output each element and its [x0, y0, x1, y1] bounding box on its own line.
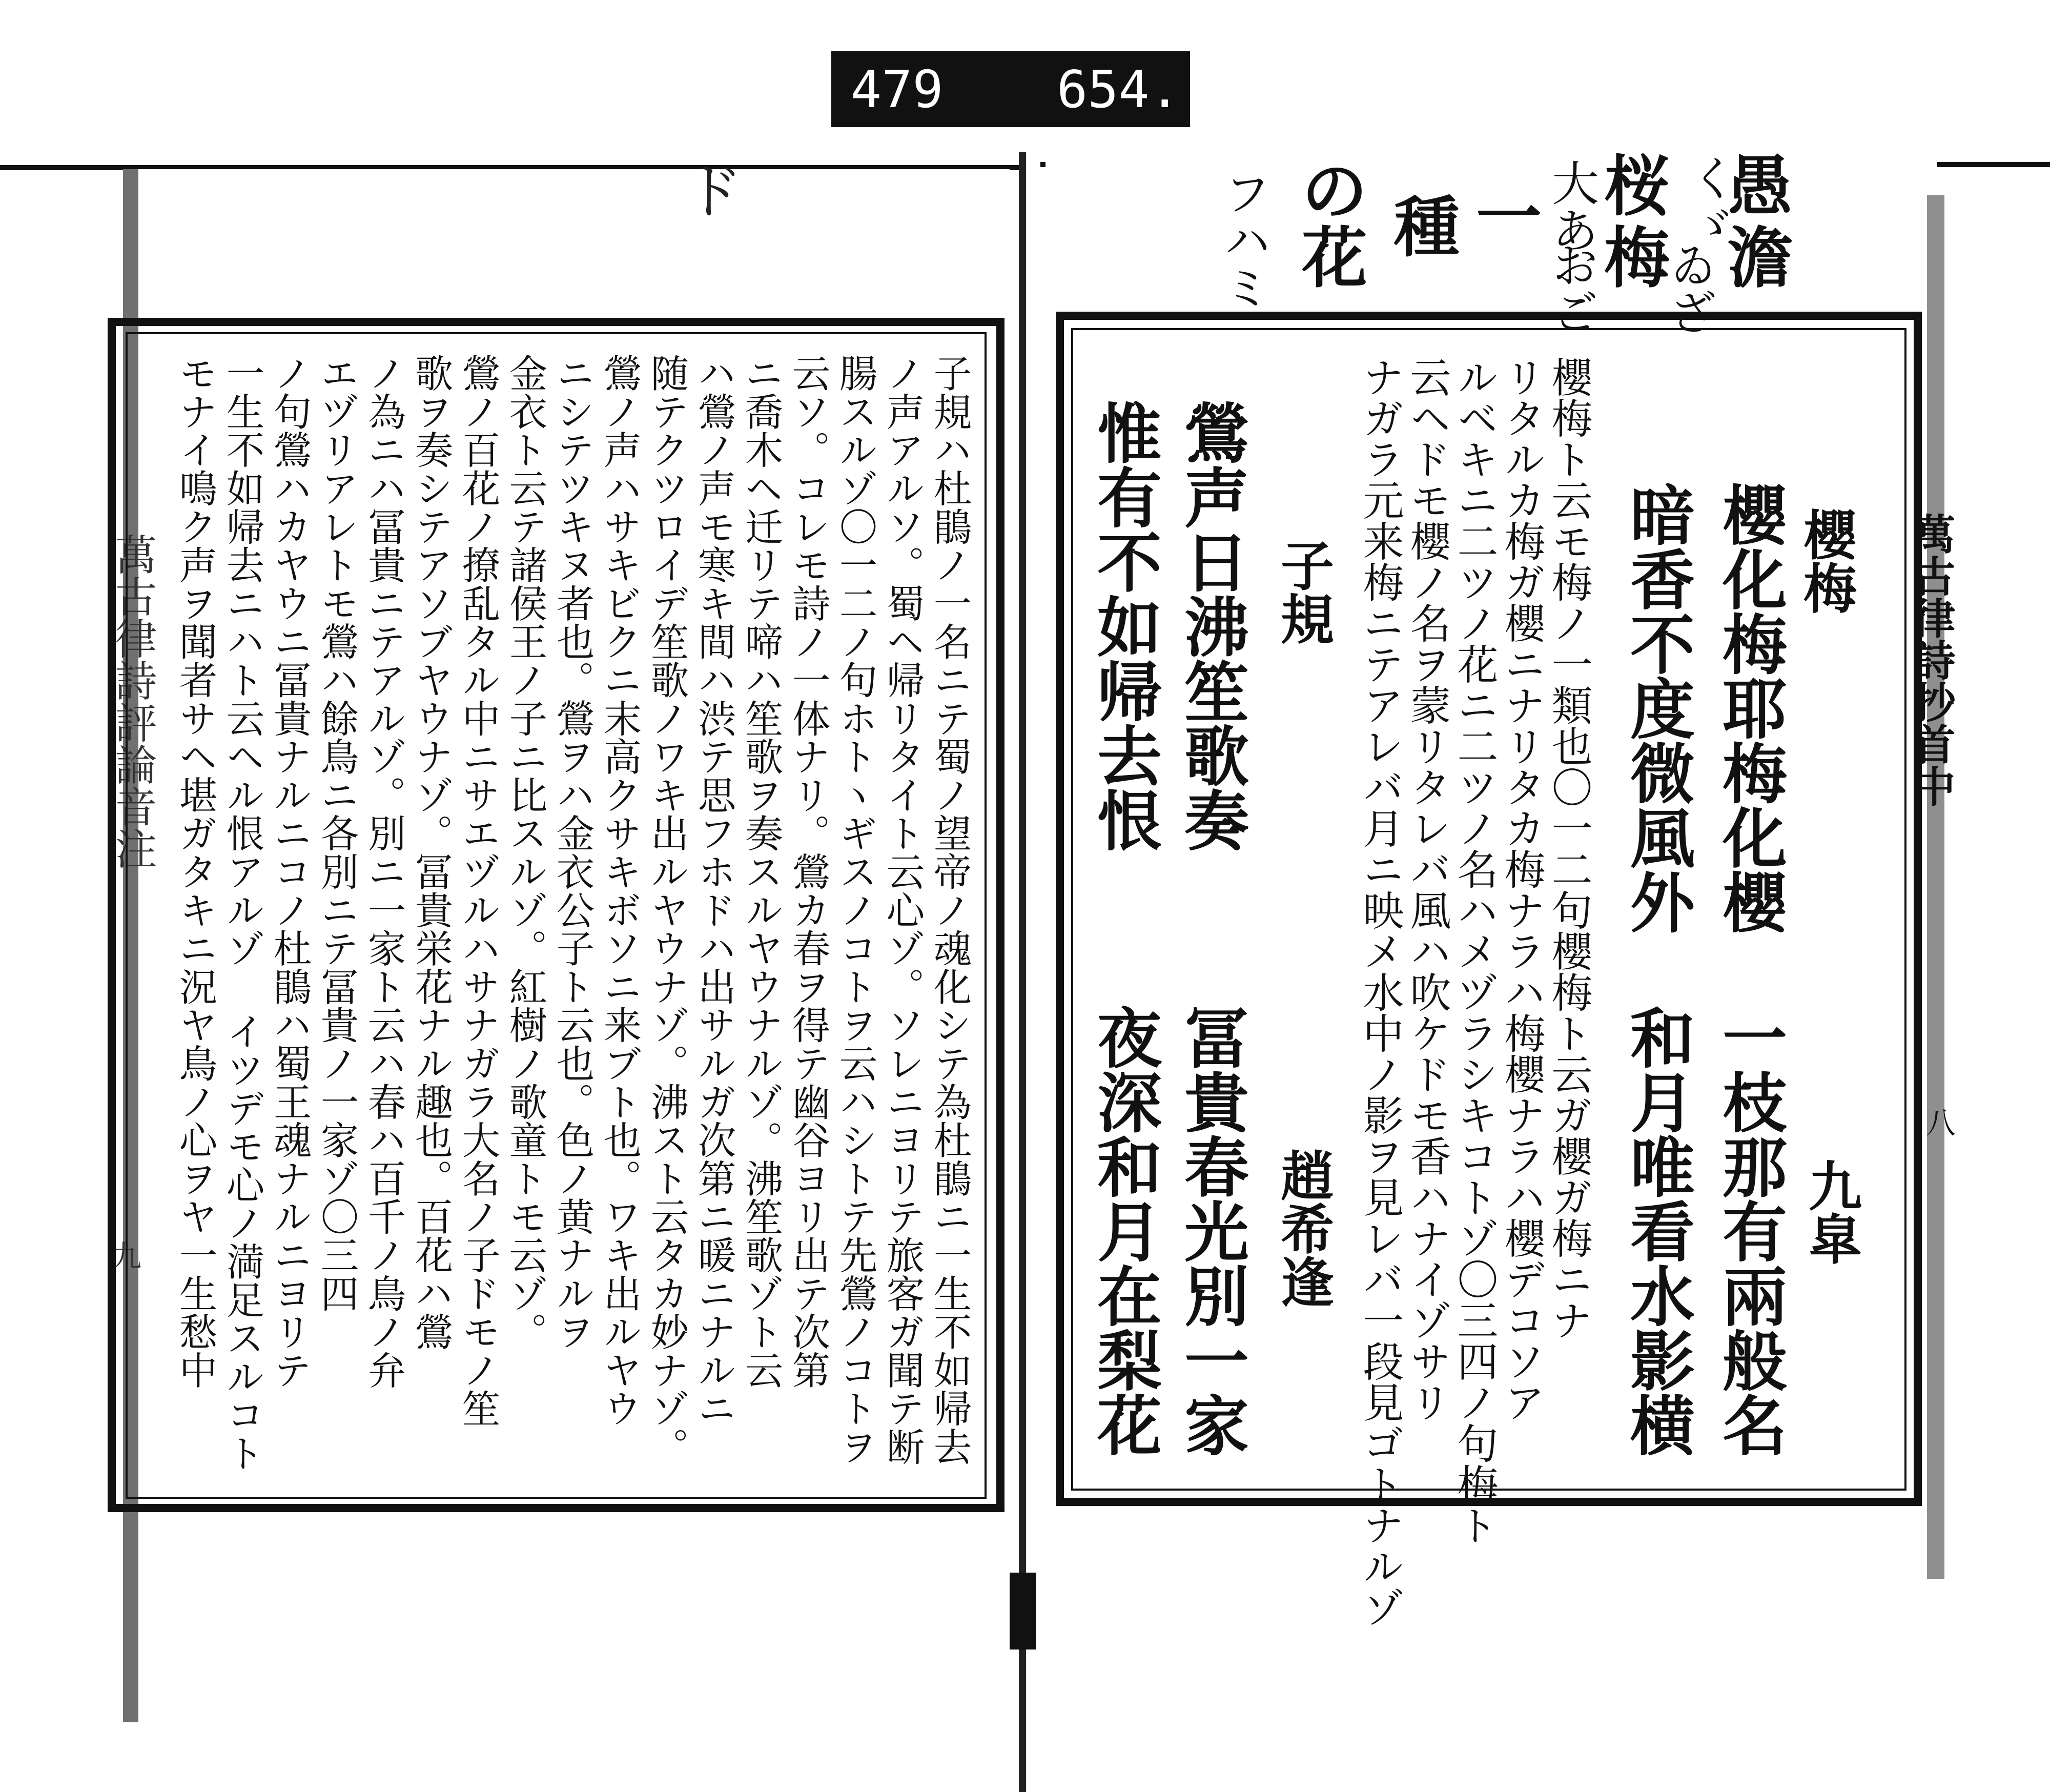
archive-label — [831, 51, 1190, 127]
header-char: 種 — [1394, 189, 1460, 266]
poem1-title: 櫻梅 — [1794, 507, 1857, 614]
commentary-column: 腸スルゾ〇一二ノ句ホトヽギスノコトヲ云ハシトテ先鶯ノコトヲ — [833, 354, 878, 1466]
header-small: くゞ — [1683, 154, 1737, 248]
commentary-column: モナイ鳴ク声ヲ聞者サヘ堪ガタキニ況ヤ鳥ノ心ヲヤ一生愁中 — [173, 354, 218, 1389]
header-char: 愚 — [1727, 148, 1793, 225]
archive-number-right: 654. — [1057, 59, 1180, 119]
commentary-column: ニシテツキヌ者也。鶯ヲハ金衣公子ト云也。色ノ黄ナルヲ — [550, 354, 595, 1351]
poem2-author: 趙希逢 — [1272, 1148, 1335, 1308]
poem1-note: リタルカ梅ガ櫻ニナリタカ梅ナラハ梅櫻ナラハ櫻デコソア — [1498, 356, 1545, 1422]
header-char: の — [1302, 153, 1368, 230]
commentary-column: 子規ハ杜鵑ノ一名ニテ蜀ノ望帝ノ魂化シテ為杜鵑ニ一生不如帰去 — [927, 354, 972, 1466]
poem1-note: 櫻梅ト云モ梅ノ一類也〇一二句櫻梅ト云ガ櫻ガ梅ニナ — [1545, 356, 1592, 1340]
commentary-column: 歌ヲ奏シテアソブヤウナゾ。冨貴栄花ナル趣也。百花ハ鶯 — [408, 354, 454, 1351]
left-top-mark: ド — [672, 159, 744, 220]
left-side-page-number: 九 — [107, 1240, 141, 1270]
poem2-line: 鶯声日沸笙歌奏 — [1174, 400, 1250, 852]
poem1-line: 櫻化梅耶梅化櫻 — [1712, 482, 1788, 934]
poem1-line: 一枝那有兩般名 — [1712, 1005, 1788, 1457]
book-spine — [1019, 152, 1026, 1792]
commentary-column: エヅリアレトモ鶯ハ餘鳥ニ各別ニテ冨貴ノ一家ゾ〇三四 — [314, 354, 359, 1312]
poem1-line: 和月唯看水影横 — [1619, 1005, 1696, 1457]
archive-number-left: 479 — [851, 59, 944, 119]
commentary-column: ノ句鶯ハカヤウニ冨貴ナルニコノ杜鵑ハ蜀王魂ナルニヨリテ — [267, 354, 312, 1389]
left-side-title: 萬古律詩評論音注 — [108, 533, 157, 869]
commentary-column: 金衣ト云テ諸侯王ノ子ニ比スルゾ。紅樹ノ歌童トモ云ゾ。 — [503, 354, 548, 1351]
poem2-title: 子規 — [1272, 538, 1335, 645]
poem1-note: ナガラ元来梅ニテアレバ月ニ映メ水中ノ影ヲ見レバ一段見ゴトナルゾ — [1356, 356, 1404, 1627]
poem1-note: 云ヘドモ櫻ノ名ヲ蒙リタレバ風ハ吹ケドモ香ハナイゾサリ — [1403, 356, 1451, 1422]
commentary-column: ノ声アルソ。蜀ヘ帰リタイト云心ゾ。ソレニヨリテ旅客ガ聞テ断 — [880, 354, 925, 1466]
header-small: 大あ — [1544, 159, 1599, 253]
header-small: フハミ — [1216, 169, 1271, 311]
right-side-page-number: 八 — [1921, 1107, 1956, 1137]
header-char: 梅 — [1604, 220, 1670, 297]
header-small: ゐざ — [1662, 241, 1717, 335]
right-side-title: 萬古律詩抄首中 — [1906, 513, 1956, 807]
commentary-column: 云ソ。コレモ詩ノ一体ナリ。鶯カ春ヲ得テ幽谷ヨリ出テ次第 — [786, 354, 831, 1389]
poem2-line: 冨貴春光別一家 — [1174, 1005, 1250, 1457]
commentary-column: 随テクツロイデ笙歌ノワキ出ルヤウナゾ。沸スト云タカ妙ナゾ。 — [644, 354, 689, 1466]
header-char: 桜 — [1604, 148, 1670, 225]
header-char: 一 — [1476, 179, 1542, 256]
commentary-column: 鶯ノ百花ノ撩乱タル中ニサエヅルハサナガラ大名ノ子ドモノ笙 — [456, 354, 501, 1428]
poem1-line: 暗香不度微風外 — [1619, 482, 1696, 934]
commentary-column: 一生不如帰去ニハト云ヘル恨アルゾ イツデモ心ノ満足スルコト — [220, 354, 265, 1472]
poem2-line: 惟有不如帰去恨 — [1086, 400, 1163, 852]
commentary-column: ハ鶯ノ声モ寒キ間ハ渋テ思フホドハ出サルガ次第ニ暖ニナルニ — [691, 354, 736, 1428]
commentary-column: 鶯ノ声ハサキビクニ末高クサキボソニ来ブト也。ワキ出ルヤウ — [597, 354, 642, 1428]
header-small: おご — [1544, 241, 1599, 335]
poem1-author: 九皐 — [1799, 1158, 1862, 1265]
commentary-column: ニ喬木ヘ迁リテ啼ハ笙歌ヲ奏スルヤウナルゾ。沸笙歌ゾト云 — [739, 354, 784, 1389]
right-page-edge — [1927, 195, 1944, 1579]
header-char: 澹 — [1727, 220, 1793, 297]
poem2-line: 夜深和月在梨花 — [1086, 1005, 1163, 1457]
poem1-note: ルベキニ二ツノ花ニ二ツノ名ハメヅラシキコトゾ〇三四ノ句梅ト — [1450, 356, 1498, 1545]
header-char: 花 — [1302, 220, 1368, 297]
commentary-column: ノ為ニハ冨貴ニテアルゾ。別ニ一家ト云ハ春ハ百千ノ鳥ノ弁 — [361, 354, 406, 1389]
